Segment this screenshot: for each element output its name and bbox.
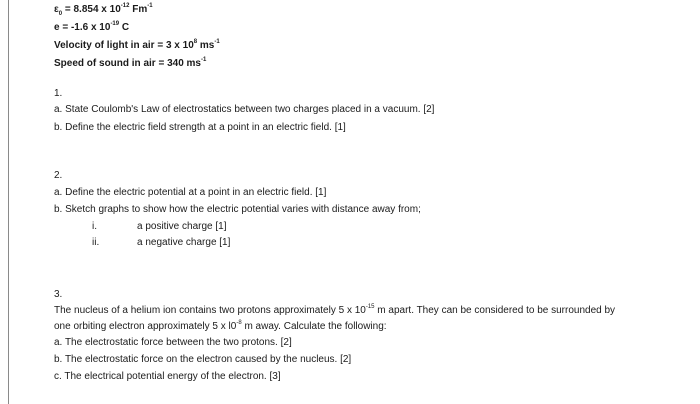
eps-unit: Fm — [129, 4, 148, 15]
q3-intro-line2-exponent: -8 — [236, 319, 242, 326]
question-2a: a. Define the electric potential at a point in an electric field. [1] — [54, 187, 327, 198]
q3-intro-line2-text-1: one orbiting electron approximately 5 x l0 — [54, 321, 237, 332]
constant-electron-charge — [54, 21, 129, 34]
question-3b: b. The electrostatic force on the electron caused by the nucleus. [2] — [54, 354, 352, 365]
sound-unit-exponent: -1 — [201, 56, 207, 63]
constant-permittivity — [54, 3, 153, 21]
question-1b: b. Define the electric field strength at a point in an electric field. [1] — [54, 122, 346, 133]
question-2b-i-label: i. — [92, 221, 97, 232]
charge-value: e = -1.6 x 10 — [54, 22, 111, 33]
eps-exponent: -12 — [120, 2, 130, 9]
q3-intro-text-1: The nucleus of a helium ion contains two protons approximately 5 x 10 — [54, 305, 366, 316]
question-3-intro-line2 — [54, 320, 387, 333]
sound-value: Speed of sound in air = 340 ms — [54, 58, 201, 69]
eps-subscript: 0 — [58, 11, 63, 17]
light-unit-exponent: -1 — [214, 38, 220, 45]
constant-sound-speed — [54, 57, 206, 70]
question-2b-ii-text: a negative charge [1] — [137, 237, 231, 248]
q3-intro-exponent: -15 — [365, 303, 375, 310]
question-2-number: 2. — [54, 170, 63, 181]
question-3-intro-line1 — [54, 304, 615, 317]
light-exponent: 8 — [193, 38, 198, 45]
eps-symbol: ε — [54, 4, 59, 15]
q3-intro-line2-text-2: m away. Calculate the following: — [241, 321, 387, 332]
page-left-border — [8, 0, 9, 404]
question-2b-ii-label: ii. — [92, 237, 100, 248]
q3-intro-text-2: m apart. They can be considered to be surrounded by — [374, 305, 616, 316]
question-1-number: 1. — [54, 88, 63, 99]
constant-light-velocity — [54, 39, 220, 52]
charge-unit: C — [119, 22, 130, 33]
question-3c: c. The electrical potential energy of the electron. [3] — [54, 371, 281, 382]
question-2b: b. Sketch graphs to show how the electric potential varies with distance away from; — [54, 204, 421, 215]
eps-unit-exponent: -1 — [147, 2, 153, 9]
question-3-number: 3. — [54, 289, 63, 300]
light-unit: ms — [197, 40, 215, 51]
question-1a: a. State Coulomb's Law of electrostatics between two charges placed in a vacuum. [2] — [54, 104, 435, 115]
question-3a: a. The electrostatic force between the two protons. [2] — [54, 337, 292, 348]
eps-value: = 8.854 x 10 — [62, 4, 121, 15]
charge-exponent: -19 — [110, 20, 120, 27]
question-2b-i-text: a positive charge [1] — [137, 221, 227, 232]
light-value: Velocity of light in air = 3 x 10 — [54, 40, 194, 51]
